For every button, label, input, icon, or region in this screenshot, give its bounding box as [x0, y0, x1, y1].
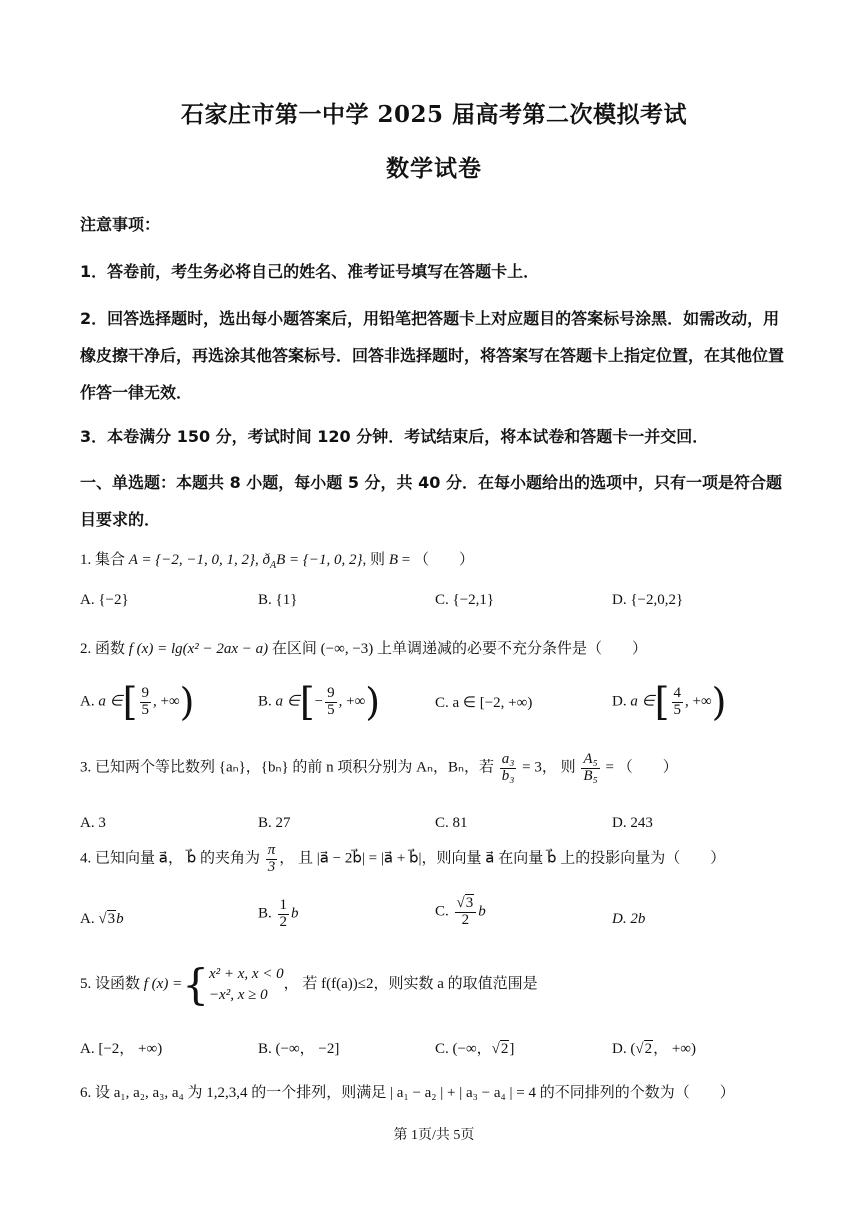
q4-option-c [435, 896, 497, 929]
q2-function: f (x) = lg(x² − 2ax − a) [128, 641, 269, 657]
sqrt-icon: √ [98, 911, 107, 927]
sqrt-icon: √ [456, 895, 465, 911]
q3-option-d: D. 243 [612, 815, 653, 831]
q1-set-a: A = {−2, −1, 0, 1, 2} [128, 552, 256, 568]
sqrt-icon: √ [491, 1041, 500, 1057]
q2-b-den: 5 [327, 701, 335, 718]
q3-fraction-2 [581, 752, 599, 785]
notice-item-3: 3．本卷满分 150 分，考试时间 120 分钟．考试结束后，将本试卷和答题卡一并交回． [80, 427, 709, 446]
bracket-open-glyph: [ [654, 680, 670, 724]
paren-close-glyph: ) [365, 680, 381, 724]
bracket-open-glyph: [ [122, 680, 138, 724]
q3-f2-num: A₅ [583, 751, 598, 767]
q5-d-radicand: 2 [644, 1041, 653, 1057]
q4-a-label: A. [80, 911, 95, 927]
q1-option-d: D. {−2,0,2} [612, 592, 684, 608]
notice-item-2: 2．回答选择题时，选出每小题答案后，用铅笔把答题卡上对应题目的答案标号涂黑．如需改动，用橡皮擦干净后，再选涂其他答案标号．回答非选择题时，将答案写在答题卡上指定位置，在其他位置作答一律无效． [80, 309, 785, 402]
q4-f-den: 3 [267, 858, 276, 875]
section-heading: 一、单选题：本题共 8 小题，每小题 5 分，共 40 分．在每小题给出的选项中，只有一项是符合题目要求的． [80, 473, 782, 529]
q2-a-post: , +∞ [153, 693, 180, 710]
q4-b-den: 2 [279, 913, 288, 930]
q4-c-label: C. [435, 903, 449, 920]
q4-b-post: b⃗ [291, 905, 311, 922]
notice-item-1: 1．答卷前，考生务必将自己的姓名、准考证号填写在答题卡上． [80, 262, 540, 281]
bracket-open-glyph: [ [299, 680, 315, 724]
q4-option-a [80, 911, 135, 928]
q2-b-fraction [325, 686, 337, 719]
q3-option-b: B. 27 [258, 815, 291, 831]
q4-c-radicand: 3 [465, 895, 474, 911]
q3-stem-a: 3. 已知两个等比数列 {aₙ}，{bₙ} 的前 n 项积分别为 Aₙ，Bₙ，若 [80, 759, 498, 776]
paren-close-glyph: ) [179, 680, 195, 724]
q2-d-fraction [672, 686, 684, 719]
q4-option-b [258, 898, 310, 931]
q2-option-b [258, 680, 380, 724]
sqrt-icon: √ [635, 1041, 644, 1057]
q2-a-fraction [140, 686, 152, 719]
q5-function: f (x) = [143, 975, 183, 992]
q1-stem-c: = （ ） [397, 552, 474, 568]
q2-b-minus: − [314, 693, 324, 710]
q3-f1-num: a₃ [501, 751, 515, 767]
notice-heading: 注意事项： [80, 215, 161, 234]
q2-stem-b: 在区间 (−∞, −3) 上单调递减的必要不充分条件是（ ） [268, 641, 648, 657]
q3-f2-den: B₅ [583, 767, 598, 784]
q5-option-d [612, 1037, 696, 1058]
q1-set-b: B = {−1, 0, 2} [276, 552, 363, 568]
q4-a-post: b⃗ [116, 911, 136, 927]
q4-f-num: π [267, 842, 276, 858]
q1-b: B [388, 552, 398, 568]
q2-a-pre: a ∈ [98, 693, 123, 710]
question-6-stem: 6. 设 a₁, a₂, a₃, a₄ 为 1,2,3,4 的一个排列，则满足 | a₁ − a₂ | + | a₃ − a₄ | = 4 的不同排列的个数为（ ） [80, 1085, 735, 1101]
q2-d-num: 4 [673, 684, 681, 701]
q5-d-post: ， +∞) [653, 1041, 696, 1057]
q5-case-2: −x², x ≥ 0 [208, 986, 268, 1003]
q3-stem-c: = （ ） [601, 759, 678, 776]
q5-option-c [435, 1037, 514, 1058]
q5-c-post: ] [509, 1041, 515, 1057]
q2-option-c: C. a ∈ [−2, +∞) [435, 695, 533, 711]
brace-icon: { [182, 960, 209, 1009]
question-2-stem [80, 637, 647, 658]
paren-close-glyph: ) [711, 680, 727, 724]
q4-b-label: B. [258, 905, 272, 922]
q4-c-den: 2 [461, 911, 470, 928]
q1-stem-a: 1. 集合 [80, 552, 129, 568]
q4-stem-b: ， 且 |a⃗ − 2b⃗| = |a⃗ + b⃗|，则向量 a⃗ 在向量 b⃗ 上的投影向量为（ ） [279, 850, 726, 867]
q2-d-den: 5 [673, 701, 681, 718]
q4-c-fraction [455, 896, 477, 929]
q5-option-a: A. [−2， +∞) [80, 1041, 163, 1057]
q1-option-a: A. {−2} [80, 592, 129, 608]
q5-c-radicand: 2 [500, 1041, 509, 1057]
q1-option-c: C. {−2,1} [435, 592, 495, 608]
q5-option-b: B. (−∞， −2] [258, 1041, 340, 1057]
q4-option-d: D. 2b⃗ [612, 911, 657, 927]
question-1-stem [80, 548, 474, 571]
q3-stem-b: = 3， 则 [518, 759, 580, 776]
q3-f1-den: b₃ [501, 767, 515, 784]
q3-option-c: C. 81 [435, 815, 468, 831]
q2-stem-a: 2. 函数 [80, 641, 129, 657]
q1-stem-b: , 则 [362, 552, 389, 568]
q2-a-num: 9 [141, 684, 149, 701]
q1-complement-sub: A [270, 560, 277, 571]
q4-b-fraction [278, 898, 290, 931]
exam-title: 石家庄市第一中学 2025 届高考第二次模拟考试 [180, 101, 688, 128]
q3-fraction-1 [500, 752, 517, 785]
q2-b-post: , +∞ [338, 693, 366, 710]
q3-option-a: A. 3 [80, 815, 106, 831]
q5-stem-b: ， 若 f(f(a))≤2，则实数 a 的取值范围是 [283, 975, 538, 992]
q5-case-1: x² + x, x < 0 [208, 966, 284, 983]
question-5-stem [80, 960, 538, 1009]
page-number: 第 1页/共 5页 [393, 1128, 475, 1143]
exam-subtitle: 数学试卷 [386, 155, 482, 182]
q4-b-num: 1 [279, 897, 288, 913]
q2-b-pre: a ∈ [275, 693, 300, 710]
q2-b-label: B. [258, 693, 272, 710]
q4-stem-a: 4. 已知向量 a⃗， b⃗ 的夹角为 [80, 850, 264, 867]
q2-option-a [80, 680, 194, 724]
q1-sep: , [255, 552, 263, 568]
question-4-stem [80, 843, 725, 876]
q4-angle-fraction [266, 843, 278, 876]
q1-option-b: B. {1} [258, 592, 298, 608]
q2-option-d [612, 680, 726, 724]
q2-d-label: D. [612, 693, 627, 710]
q2-b-num: 9 [327, 684, 335, 701]
q5-c-pre: C. (−∞， [435, 1041, 492, 1057]
q5-stem-a: 5. 设函数 [80, 975, 144, 992]
q1-complement: ð [262, 552, 271, 568]
q2-a-den: 5 [141, 701, 149, 718]
q5-d-pre: D. ( [612, 1041, 636, 1057]
q2-a-label: A. [80, 693, 95, 710]
q4-c-post: b⃗ [478, 903, 498, 920]
q4-c-num [455, 896, 477, 913]
question-3-stem [80, 752, 678, 785]
q4-a-radicand: 3 [107, 911, 116, 927]
q2-d-pre: a ∈ [630, 693, 655, 710]
q2-d-post: , +∞ [685, 693, 712, 710]
q5-piecewise [209, 964, 284, 1005]
